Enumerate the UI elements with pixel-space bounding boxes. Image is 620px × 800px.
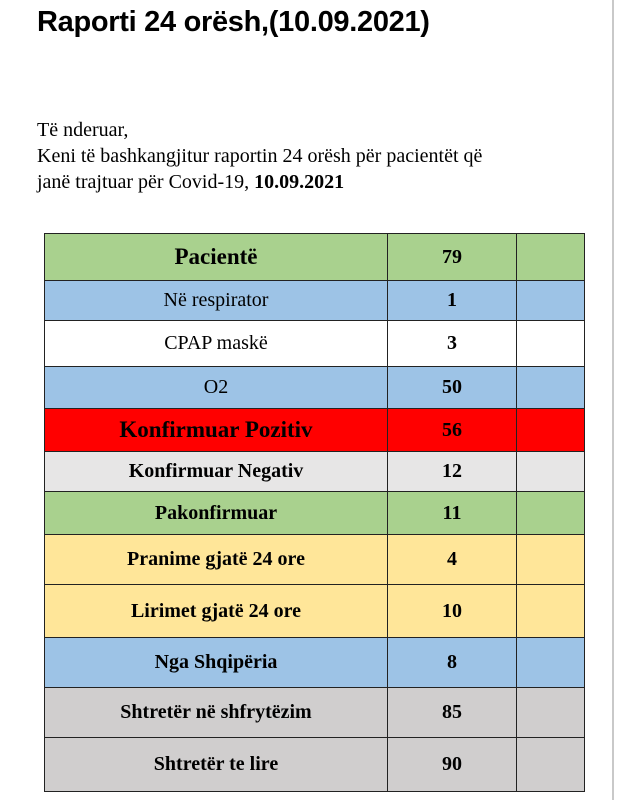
letter-date: 10.09.2021 (254, 171, 345, 193)
table-row (45, 452, 585, 492)
row-label: Pacientë (45, 234, 388, 281)
row-value: 8 (388, 638, 517, 688)
row-empty-cell (517, 452, 585, 492)
letter-line-2 (37, 169, 482, 195)
row-empty-cell (517, 234, 585, 281)
row-label: Konfirmuar Pozitiv (45, 409, 388, 452)
row-empty-cell (517, 688, 585, 738)
row-value: 56 (388, 409, 517, 452)
row-empty-cell (517, 321, 585, 367)
covid-report-table (44, 233, 585, 792)
row-value: 4 (388, 535, 517, 585)
row-empty-cell (517, 492, 585, 535)
row-value: 50 (388, 367, 517, 409)
row-value: 85 (388, 688, 517, 738)
row-value: 79 (388, 234, 517, 281)
row-label: Nga Shqipëria (45, 638, 388, 688)
letter-line-2-text: janë trajtuar për Covid-19, (37, 171, 255, 193)
table-row (45, 738, 585, 792)
table-row (45, 321, 585, 367)
row-label: CPAP maskë (45, 321, 388, 367)
row-label: Shtretër te lire (45, 738, 388, 792)
table-row (45, 585, 585, 638)
row-value: 11 (388, 492, 517, 535)
row-label: Pakonfirmuar (45, 492, 388, 535)
letter-line-1: Keni të bashkangjitur raportin 24 orësh për pacientët që (37, 145, 483, 167)
row-label: O2 (45, 367, 388, 409)
row-empty-cell (517, 738, 585, 792)
row-value: 3 (388, 321, 517, 367)
table-row (45, 535, 585, 585)
row-empty-cell (517, 367, 585, 409)
row-label: Shtretër në shfrytëzim (45, 688, 388, 738)
letter-greeting: Të nderuar, (37, 119, 129, 141)
row-empty-cell (517, 535, 585, 585)
row-empty-cell (517, 409, 585, 452)
row-label: Pranime gjatë 24 ore (45, 535, 388, 585)
row-label: Në respirator (45, 281, 388, 321)
row-value: 12 (388, 452, 517, 492)
table-row (45, 688, 585, 738)
row-label: Konfirmuar Negativ (45, 452, 388, 492)
table-row (45, 234, 585, 281)
letter-body (37, 117, 482, 195)
report-table-body (45, 234, 585, 792)
table-row (45, 281, 585, 321)
row-value: 10 (388, 585, 517, 638)
table-row (45, 492, 585, 535)
row-empty-cell (517, 638, 585, 688)
table-row (45, 638, 585, 688)
row-value: 1 (388, 281, 517, 321)
table-row (45, 367, 585, 409)
report-title: Raporti 24 orësh,(10.09.2021) (37, 6, 430, 38)
row-label: Lirimet gjatë 24 ore (45, 585, 388, 638)
row-empty-cell (517, 281, 585, 321)
row-value: 90 (388, 738, 517, 792)
page-edge-divider (612, 0, 614, 800)
row-empty-cell (517, 585, 585, 638)
table-row (45, 409, 585, 452)
